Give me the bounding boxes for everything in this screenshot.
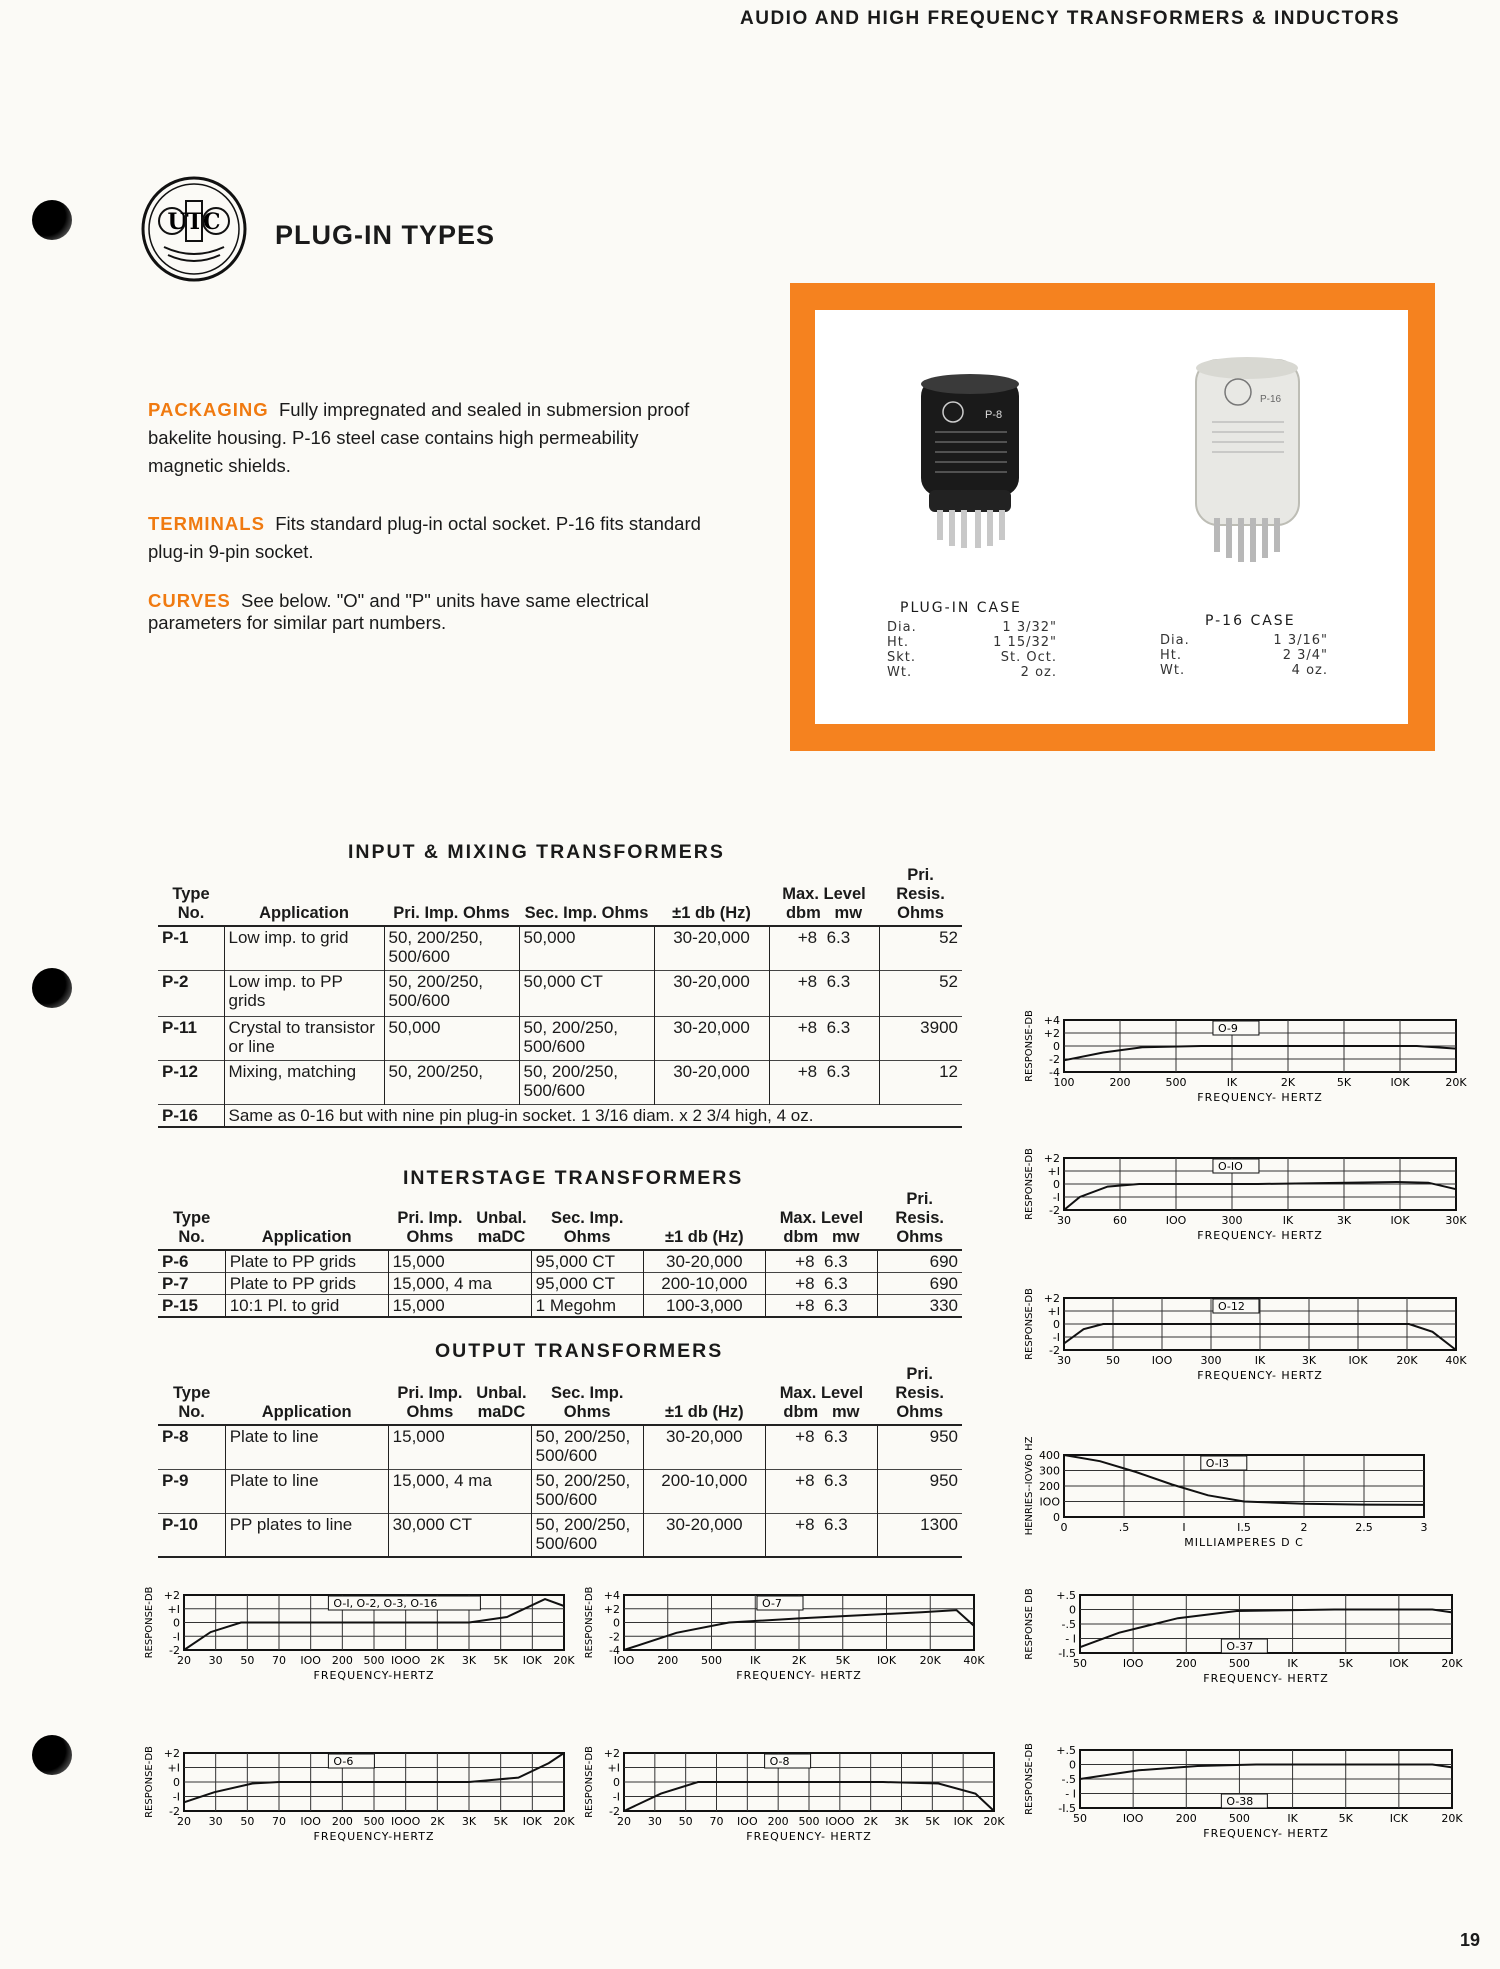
y-axis-label: HENRIES--IOV60 HZ — [1024, 1436, 1035, 1536]
binder-hole — [32, 1735, 72, 1775]
curve-label: O-37 — [1226, 1640, 1254, 1653]
y-tick-label: -.5 — [1061, 1773, 1076, 1786]
product-photo — [815, 310, 1408, 724]
y-tick-label: +I — [1047, 1305, 1060, 1318]
packaging-label: PACKAGING — [148, 399, 269, 420]
table-row: P-2 Low imp. to PP grids 50, 200/250, 500/600 50,000 CT 30-20,000 +8 6.3 52 — [158, 970, 962, 1016]
x-tick-label: IOO — [737, 1815, 758, 1828]
x-tick-label: IOK — [522, 1815, 542, 1828]
y-tick-label: -I — [172, 1790, 180, 1804]
y-tick-label: -4 — [609, 1644, 620, 1657]
y-tick-label: -4 — [1049, 1066, 1060, 1079]
x-tick-label: I.5 — [1237, 1521, 1251, 1534]
y-tick-label: -2 — [169, 1644, 180, 1657]
response-curve — [1064, 1046, 1456, 1060]
header-band-title: AUDIO AND HIGH FREQUENCY TRANSFORMERS & INDUCTORS — [740, 8, 1401, 29]
y-tick-label: 300 — [1039, 1464, 1060, 1478]
x-tick-label: IOK — [876, 1654, 897, 1667]
y-tick-label: 0 — [1053, 1318, 1060, 1331]
x-tick-label: IOOO — [391, 1815, 421, 1828]
y-tick-label: 400 — [1039, 1449, 1060, 1462]
y-tick-label: +2 — [163, 1747, 180, 1760]
x-tick-label: 200 — [767, 1815, 789, 1828]
x-tick-label: IK — [750, 1654, 761, 1667]
col-pri-imp: Pri. Imp. Ohms — [384, 866, 519, 926]
output-title: OUTPUT TRANSFORMERS — [435, 1340, 724, 1362]
y-tick-label: -.5 — [1061, 1618, 1076, 1631]
p16-case-image — [1190, 350, 1305, 570]
x-tick-label: 20K — [1441, 1812, 1463, 1825]
x-tick-label: 3K — [1301, 1354, 1317, 1367]
terminals-label: TERMINALS — [148, 513, 265, 534]
x-tick-label: 30K — [1445, 1214, 1467, 1227]
input-mixing-title: INPUT & MIXING TRANSFORMERS — [348, 841, 725, 863]
graph-o37 — [1020, 1585, 1463, 1715]
x-tick-label: 200 — [1175, 1657, 1197, 1670]
y-axis-label: RESPONSE-DB — [144, 1746, 155, 1818]
y-tick-label: +2 — [1043, 1027, 1060, 1040]
graph-o13 — [1020, 1415, 1440, 1560]
y-tick-label: +4 — [1043, 1014, 1060, 1027]
x-tick-label: 0 — [1060, 1521, 1068, 1534]
x-axis-label: FREQUENCY- HERTZ — [1197, 1091, 1323, 1104]
x-tick-label: 2K — [1280, 1076, 1296, 1089]
x-tick-label: IOOO — [391, 1654, 421, 1667]
y-axis-label: RESPONSE-DB — [584, 1746, 595, 1818]
y-tick-label: +2 — [1043, 1152, 1060, 1165]
curve-label: O-I, O-2, O-3, O-16 — [333, 1597, 438, 1610]
x-tick-label: 20K — [919, 1654, 941, 1667]
table-row: P-8 Plate to line 15,000 50, 200/250, 500/600 30-20,000 +8 6.3 950 — [158, 1425, 962, 1469]
curve-label: O-9 — [1217, 1022, 1238, 1035]
y-tick-label: -I.5 — [1058, 1802, 1076, 1815]
table-row: P-10 PP plates to line 30,000 CT 50, 200/250, 500/600 30-20,000 +8 6.3 1300 — [158, 1513, 962, 1557]
x-tick-label: 30 — [647, 1815, 662, 1828]
x-tick-label: 30 — [1057, 1214, 1071, 1227]
table-row: P-15 10:1 Pl. to grid 15,000 1 Megohm 100-3,000 +8 6.3 330 — [158, 1295, 962, 1318]
utc-logo — [140, 175, 248, 283]
y-tick-label: +2 — [603, 1747, 620, 1760]
y-tick-label: +.5 — [1056, 1589, 1076, 1602]
x-tick-label: 500 — [701, 1654, 722, 1667]
x-tick-label: 20K — [553, 1815, 575, 1828]
x-tick-label: 200 — [1175, 1812, 1197, 1825]
x-tick-label: 5K — [1336, 1076, 1352, 1089]
y-tick-label: - I — [1065, 1787, 1076, 1801]
x-tick-label: IOK — [1389, 1657, 1409, 1670]
y-tick-label: -2 — [169, 1805, 180, 1818]
x-tick-label: IOK — [1390, 1214, 1410, 1227]
x-tick-label: 3 — [1420, 1521, 1428, 1534]
y-tick-label: -I — [1052, 1331, 1060, 1344]
table-row: P-7 Plate to PP grids 15,000, 4 ma 95,000 CT 200-10,000 +8 6.3 690 — [158, 1273, 962, 1295]
y-tick-label: - I — [1065, 1632, 1076, 1646]
x-tick-label: 300 — [1200, 1354, 1222, 1367]
x-tick-label: 5K — [493, 1815, 508, 1828]
x-tick-label: 30 — [208, 1815, 223, 1828]
y-tick-label: 0 — [1053, 1511, 1060, 1524]
curves-text: See below. "O" and "P" units have same electrical parameters for similar part numbers. — [148, 590, 649, 633]
x-tick-label: 20 — [177, 1815, 191, 1828]
x-tick-label: IK — [1254, 1354, 1266, 1367]
x-tick-label: 50 — [1106, 1354, 1120, 1367]
x-tick-label: 500 — [363, 1815, 385, 1828]
x-tick-label: IOK — [953, 1815, 973, 1828]
y-axis-label: RESPONSE-DB — [144, 1586, 155, 1659]
table-row: P-9 Plate to line 15,000, 4 ma 50, 200/250, 500/600 200-10,000 +8 6.3 950 — [158, 1469, 962, 1513]
x-tick-label: 500 — [1228, 1812, 1250, 1825]
y-tick-label: +2 — [603, 1602, 620, 1616]
y-axis-label: RESPONSE-DB — [1024, 1148, 1035, 1220]
curve-label: O-I3 — [1205, 1457, 1229, 1470]
x-tick-label: 2K — [430, 1815, 445, 1828]
x-tick-label: 70 — [272, 1815, 286, 1828]
curve-label: O-8 — [769, 1755, 790, 1768]
x-axis-label: FREQUENCY- HERTZ — [736, 1669, 862, 1682]
y-axis-label: RESPONSE-DB — [1024, 1288, 1035, 1360]
x-tick-label: 500 — [363, 1654, 385, 1667]
terminals-text: Fits standard plug-in octal socket. P-16 fits standard plug-in 9-pin socket. — [148, 513, 701, 562]
packaging-paragraph — [148, 396, 708, 480]
curve-label: O-12 — [1217, 1300, 1245, 1313]
curve-label: O-6 — [333, 1755, 354, 1768]
x-tick-label: 5K — [493, 1654, 508, 1667]
x-tick-label: IOK — [1390, 1076, 1410, 1089]
x-tick-label: 3K — [894, 1815, 909, 1828]
response-curve — [1080, 1765, 1452, 1780]
binder-hole — [32, 200, 72, 240]
response-curve — [1064, 1182, 1456, 1210]
col-db: ±1 db (Hz) — [654, 866, 769, 926]
x-tick-label: 5K — [1338, 1657, 1353, 1670]
x-tick-label: IOK — [522, 1654, 542, 1667]
plug-in-case-image — [915, 370, 1025, 560]
x-axis-label: FREQUENCY- HERTZ — [1197, 1229, 1323, 1242]
x-tick-label: 50 — [1073, 1657, 1087, 1670]
x-tick-label: 3K — [461, 1815, 477, 1828]
y-tick-label: -2 — [1049, 1344, 1060, 1357]
y-axis-label: RESPONSE-DB — [584, 1586, 595, 1659]
x-axis-label: FREQUENCY-HERTZ — [313, 1830, 435, 1843]
col-max-level: Max. Level dbm mw — [769, 866, 879, 926]
y-tick-label: -2 — [609, 1805, 620, 1818]
x-axis-label: FREQUENCY- HERTZ — [746, 1830, 872, 1843]
y-tick-label: IOO — [1039, 1495, 1060, 1509]
x-tick-label: 50 — [678, 1815, 693, 1828]
x-tick-label: 200 — [657, 1654, 679, 1667]
y-tick-label: +I — [167, 1761, 180, 1775]
x-tick-label: 200 — [331, 1654, 353, 1667]
x-tick-label: 60 — [1113, 1214, 1127, 1227]
table-row: P-6 Plate to PP grids 15,000 95,000 CT 30-20,000 +8 6.3 690 — [158, 1250, 962, 1273]
x-tick-label: 300 — [1221, 1214, 1243, 1227]
x-tick-label: ICK — [1389, 1812, 1408, 1825]
x-tick-label: 20 — [177, 1654, 191, 1667]
col-application: Application — [224, 866, 384, 926]
y-axis-label: RESPONSE DB — [1024, 1588, 1035, 1660]
x-tick-label: 70 — [709, 1815, 724, 1828]
x-tick-label: 5K — [1338, 1812, 1353, 1825]
x-axis-label: MILLIAMPERES D C — [1184, 1536, 1304, 1549]
y-tick-label: -I.5 — [1058, 1647, 1076, 1660]
x-axis-label: FREQUENCY- HERTZ — [1203, 1672, 1329, 1685]
terminals-paragraph — [148, 510, 708, 566]
page-title: PLUG-IN TYPES — [275, 220, 496, 250]
y-tick-label: 200 — [1039, 1480, 1060, 1493]
table-row: P-16 Same as 0-16 but with nine pin plug-in socket. 1 3/16 diam. x 2 3/4 high, 4 oz. — [158, 1104, 962, 1127]
x-axis-label: FREQUENCY-HERTZ — [313, 1669, 435, 1682]
plugin-case-label: P-8 — [985, 409, 1003, 421]
x-tick-label: IOK — [1348, 1354, 1368, 1367]
x-tick-label: 20K — [1441, 1657, 1463, 1670]
packaging-text: Fully impregnated and sealed in submersion proof bakelite housing. P-16 steel case contains high permeability magnetic shields. — [148, 399, 690, 476]
y-tick-label: 0 — [1053, 1178, 1060, 1191]
curves-paragraph — [148, 590, 708, 634]
x-tick-label: 70 — [272, 1654, 286, 1667]
curve-label: O-IO — [1217, 1160, 1243, 1173]
interstage-table: Type No. Application Pri. Imp. Ohms Unbal. maDC Sec. Imp. Ohms ±1 db (Hz) Max. Level dbm mw Pri. Resis. Ohms P-6 Plate to PP grids 15,000 95,000 CT 30-20,000 +8 6.3 690 P-7 Plate to PP grids 15,000, 4 ma 95,000 CT 200-10,000 +8 6.3 690 P-15 10:1 Pl. to grid 15,000 1 Megohm 100-3,000 +8 6.3 330 — [158, 1190, 962, 1318]
x-tick-label: 20K — [983, 1815, 1005, 1828]
graph-o8 — [580, 1735, 1005, 1870]
x-tick-label: 2K — [430, 1654, 445, 1667]
x-tick-label: 2.5 — [1355, 1521, 1373, 1534]
graph-o9 — [1020, 1010, 1467, 1135]
x-tick-label: IK — [1282, 1214, 1294, 1227]
x-tick-label: IOOO — [825, 1815, 855, 1828]
graph-o7 — [580, 1585, 1000, 1720]
x-tick-label: IK — [1226, 1076, 1238, 1089]
curve-label: O-38 — [1226, 1795, 1254, 1808]
x-tick-label: 2K — [863, 1815, 878, 1828]
y-tick-label: +2 — [163, 1589, 180, 1602]
graph-o12 — [1020, 1288, 1467, 1415]
input-mixing-table — [158, 866, 962, 1128]
x-tick-label: 5K — [925, 1815, 940, 1828]
p16-case-specs: Dia. 1 3/16" Ht. 2 3/4" Wt. 4 oz. — [1160, 633, 1328, 678]
y-tick-label: 0 — [613, 1776, 620, 1789]
y-tick-label: 0 — [1069, 1603, 1076, 1617]
x-tick-label: 20K — [1396, 1354, 1418, 1367]
y-axis-label: RESPONSE-DB — [1024, 1743, 1035, 1815]
x-tick-label: 5K — [835, 1654, 850, 1667]
y-axis-label: RESPONSE-DB — [1024, 1010, 1035, 1082]
y-tick-label: -I — [612, 1790, 620, 1804]
col-type: Type No. — [158, 866, 224, 926]
col-sec-imp: Sec. Imp. Ohms — [519, 866, 654, 926]
y-tick-label: -2 — [1049, 1204, 1060, 1217]
x-tick-label: 200 — [1109, 1076, 1131, 1089]
x-tick-label: 500 — [1165, 1076, 1187, 1089]
x-tick-label: 50 — [240, 1815, 255, 1828]
x-tick-label: IOO — [1122, 1812, 1144, 1825]
plugin-case-specs: Dia. 1 3/32" Ht. 1 15/32" Skt. St. Oct. Wt. 2 oz. — [887, 620, 1057, 680]
table-row: P-11 Crystal to transistor or line 50,000 50, 200/250, 500/600 30-20,000 +8 6.3 3900 — [158, 1016, 962, 1060]
x-axis-label: FREQUENCY- HERTZ — [1203, 1827, 1329, 1840]
x-tick-label: 20K — [553, 1654, 575, 1667]
x-tick-label: 30 — [208, 1654, 223, 1667]
logo-text: UTC — [167, 209, 221, 235]
p16-case-title: P-16 CASE — [1205, 613, 1296, 629]
table-row: P-12 Mixing, matching 50, 200/250, 50, 200/250, 500/600 30-20,000 +8 6.3 12 — [158, 1060, 962, 1104]
plugin-case-title: PLUG-IN CASE — [900, 600, 1022, 616]
x-tick-label: IOO — [613, 1654, 635, 1667]
x-tick-label: 30 — [1057, 1354, 1071, 1367]
x-tick-label: .5 — [1118, 1521, 1130, 1534]
graph-o1 — [140, 1585, 580, 1720]
binder-hole — [32, 968, 72, 1008]
p16-case-label: P-16 — [1260, 394, 1282, 405]
x-tick-label: IOO — [1122, 1657, 1144, 1670]
interstage-title: INTERSTAGE TRANSFORMERS — [403, 1167, 744, 1189]
y-tick-label: -I — [1052, 1191, 1060, 1204]
x-tick-label: 100 — [1053, 1076, 1075, 1089]
x-tick-label: 3K — [1336, 1214, 1352, 1227]
col-pri-resis: Pri. Resis. Ohms — [879, 866, 962, 926]
x-axis-label: FREQUENCY- HERTZ — [1197, 1369, 1323, 1382]
curve-label: O-7 — [762, 1597, 782, 1610]
y-tick-label: 0 — [173, 1616, 180, 1630]
y-tick-label: -I — [172, 1630, 180, 1644]
graph-o10 — [1020, 1148, 1467, 1275]
y-tick-label: 0 — [1053, 1040, 1060, 1053]
x-tick-label: IK — [1287, 1812, 1298, 1825]
graph-o6 — [140, 1735, 580, 1870]
x-tick-label: 40K — [1445, 1354, 1467, 1367]
y-tick-label: 0 — [173, 1776, 180, 1789]
y-tick-label: -2 — [1049, 1053, 1060, 1066]
y-tick-label: 0 — [613, 1616, 620, 1630]
x-tick-label: 500 — [1228, 1657, 1250, 1670]
x-tick-label: IK — [1287, 1657, 1298, 1670]
x-tick-label: 50 — [1073, 1812, 1087, 1825]
x-tick-label: 2K — [791, 1654, 807, 1667]
product-photo-frame — [790, 283, 1435, 751]
x-tick-label: 20K — [1445, 1076, 1467, 1089]
y-tick-label: 0 — [1069, 1758, 1076, 1772]
output-table: Type No. Application Pri. Imp. Ohms Unbal. maDC Sec. Imp. Ohms ±1 db (Hz) Max. Level dbm mw Pri. Resis. Ohms P-8 Plate to line 15,000 50, 200/250, 500/600 30-20,000 +8 6.3 950 P-9 Plate to line 15,000, 4 ma 50, 200/250, 500/600 200-10,000 +8 6.3 950 P-10 PP plates to line 30,000 CT 50, 200/250, 500/600 30-20,000 +8 6.3 1300 — [158, 1365, 962, 1558]
y-tick-label: +I — [607, 1761, 620, 1775]
x-tick-label: I — [1182, 1521, 1186, 1534]
x-tick-label: 2 — [1300, 1521, 1308, 1534]
y-tick-label: +2 — [1043, 1292, 1060, 1305]
page-number: 19 — [1459, 1930, 1480, 1950]
y-tick-label: +.5 — [1056, 1744, 1076, 1757]
x-tick-label: IOO — [300, 1654, 321, 1667]
x-tick-label: 50 — [240, 1654, 255, 1667]
x-tick-label: 20 — [617, 1815, 631, 1828]
y-tick-label: +I — [1047, 1165, 1060, 1178]
x-tick-label: IOO — [300, 1815, 321, 1828]
x-tick-label: 3K — [461, 1654, 477, 1667]
x-tick-label: 40K — [963, 1654, 985, 1667]
x-tick-label: IOO — [1165, 1214, 1187, 1227]
x-tick-label: IOO — [1151, 1354, 1173, 1367]
x-tick-label: 200 — [331, 1815, 353, 1828]
y-tick-label: -2 — [609, 1630, 620, 1644]
x-tick-label: 500 — [798, 1815, 820, 1828]
table-row: P-1 Low imp. to grid 50, 200/250, 500/600 50,000 30-20,000 +8 6.3 52 — [158, 926, 962, 970]
y-tick-label: +4 — [603, 1589, 620, 1602]
graph-o38 — [1020, 1740, 1463, 1870]
y-tick-label: +I — [167, 1602, 180, 1616]
curves-label: CURVES — [148, 590, 231, 611]
